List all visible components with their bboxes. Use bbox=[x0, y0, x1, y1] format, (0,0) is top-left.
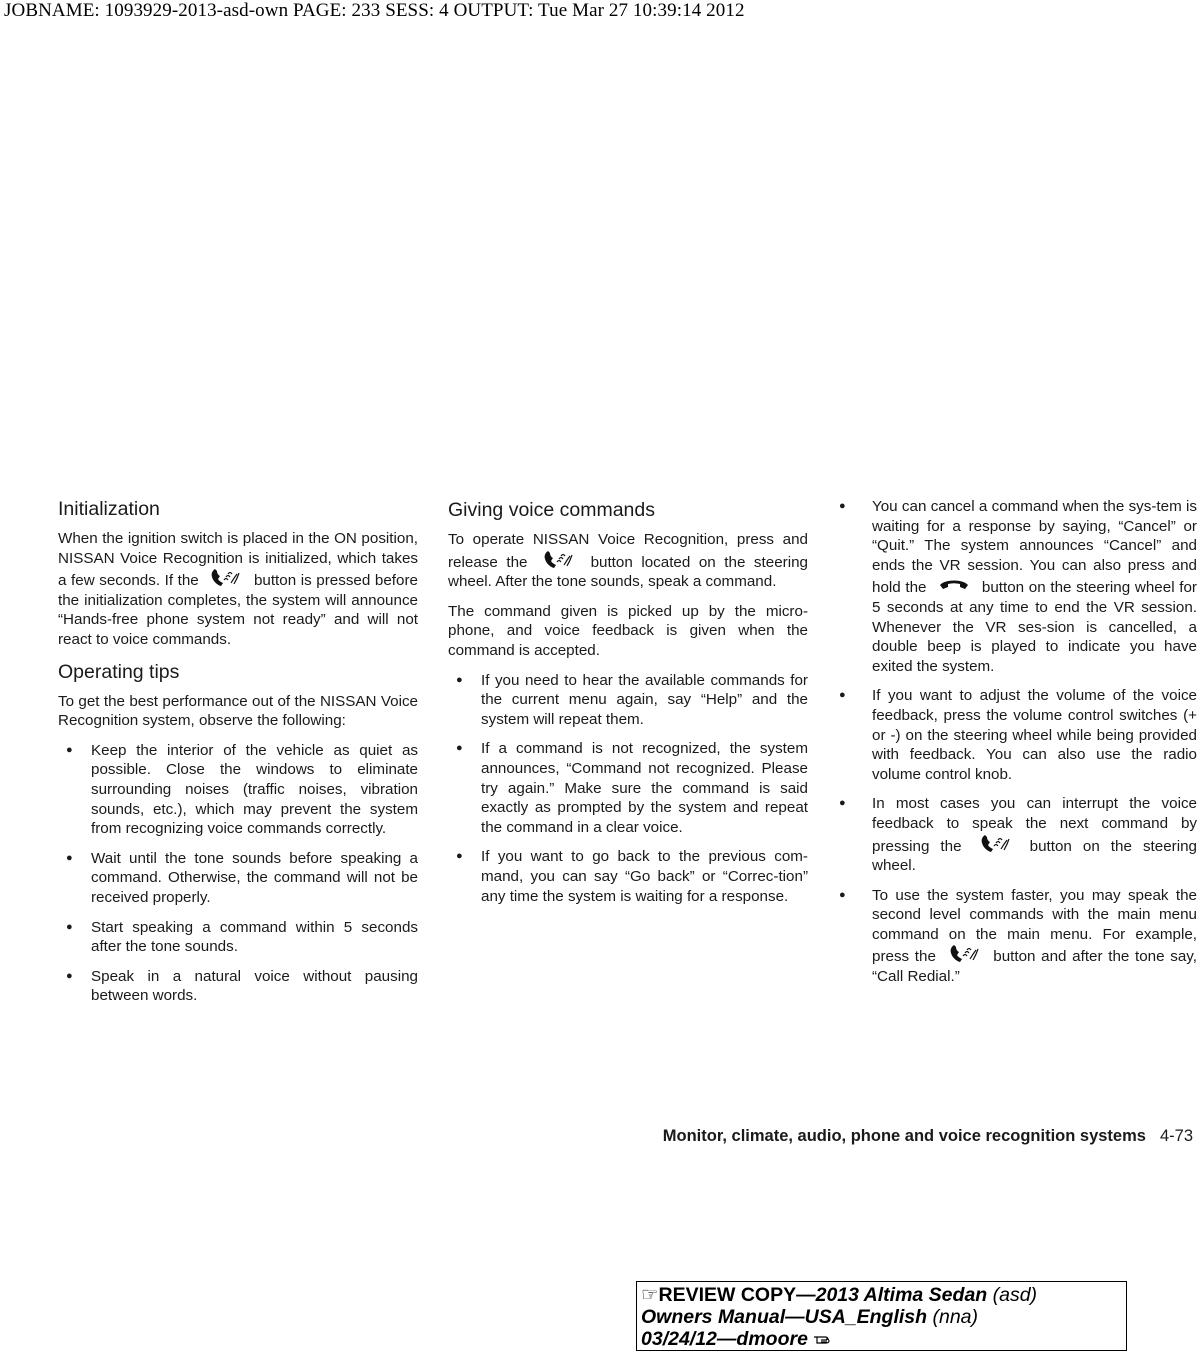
column-right bbox=[839, 497, 1197, 997]
column-left bbox=[58, 497, 418, 1016]
review-line-2 bbox=[641, 1306, 1126, 1328]
interrupt-text-b: button on the steering wheel. bbox=[872, 837, 1197, 875]
voice-talk-button-icon bbox=[979, 834, 1013, 854]
voice-commands-paragraph-2: The command given is picked up by the micro-phone, and voice feedback is given when the command is accepted. bbox=[448, 602, 808, 659]
list-item: ● Speak in a natural voice without pausing between words. bbox=[58, 967, 418, 1006]
operating-tips-heading: Operating tips bbox=[58, 660, 180, 683]
review-label: REVIEW COPY— bbox=[658, 1284, 816, 1306]
giving-voice-commands-heading: Giving voice commands bbox=[448, 499, 655, 521]
list-item bbox=[839, 794, 1197, 875]
review-date-author: 03/24/12—dmoore bbox=[641, 1328, 808, 1350]
voice-commands-list bbox=[448, 671, 808, 907]
list-item: ● If a command is not recognized, the system announces, “Command not recognized. Please try again.” Make sure the command is said exactly as prompted by the system and repeat the command in a clear voice. bbox=[448, 739, 808, 837]
review-model: 2013 Altima Sedan bbox=[815, 1284, 988, 1306]
voice-talk-button-icon bbox=[209, 568, 243, 588]
list-item: ● If you want to go back to the previous com-mand, you can say “Go back” or “Correc-tion” any time the system is waiting for a response. bbox=[448, 847, 808, 906]
voice-commands-paragraph-1 bbox=[448, 530, 808, 592]
list-item: ● If you need to hear the available commands for the current menu again, say “Help” and the system will repeat them. bbox=[448, 671, 808, 730]
page-number: 4-73 bbox=[1159, 1127, 1193, 1145]
cancel-text-a: You can cancel a command when the sys-tem is waiting for a response by saying, “Cancel” or “Quit.” The system announces “Cancel” and ends the VR session. You can also press and hold the bbox=[872, 498, 1197, 597]
operating-tips-list bbox=[58, 741, 418, 1006]
page-footer bbox=[663, 1127, 1193, 1146]
voice-commands-text-a: To operate NISSAN Voice Recognition, press and release the bbox=[448, 531, 808, 571]
review-model-code: (asd) bbox=[987, 1284, 1038, 1306]
pointing-hand-icon: ☞ bbox=[641, 1284, 659, 1306]
list-item bbox=[839, 886, 1197, 987]
faster-text-b: button and after the tone say, “Call Redial.” bbox=[872, 948, 1197, 986]
initialization-heading: Initialization bbox=[58, 498, 160, 520]
voice-commands-list-continued bbox=[839, 497, 1197, 987]
list-item: ● Start speaking a command within 5 seconds after the tone sounds. bbox=[58, 918, 418, 957]
interrupt-text-a: In most cases you can interrupt the voice feedback to speak the next command by pressing the bbox=[872, 795, 1197, 855]
operating-tips-intro: To get the best performance out of the NISSAN Voice Recognition system, observe the following: bbox=[58, 692, 418, 730]
review-manual-code: (nna) bbox=[927, 1306, 979, 1328]
cancel-text-b: button on the steering wheel for 5 seconds at any time to end the VR session. Whenever the VR ses-sion is cancelled, a double beep is played to indicate you have exited the system. bbox=[872, 579, 1197, 675]
faster-text-a: To use the system faster, you may speak the second level commands with the main menu command on the main menu. For example, press the bbox=[872, 886, 1197, 966]
list-item bbox=[839, 497, 1197, 676]
review-manual: Owners Manual—USA_English bbox=[641, 1306, 928, 1328]
review-line-1 bbox=[641, 1284, 1126, 1306]
initialization-text-a: When the ignition switch is placed in the ON position, NISSAN Voice Recognition is initialized, which takes a few seconds. If the bbox=[58, 530, 418, 590]
column-middle bbox=[448, 497, 808, 916]
initialization-text-b: button is pressed before the initialization completes, the system will announce “Hands-free phone system not ready” and will not react to voice commands. bbox=[58, 572, 418, 648]
list-item: ● Keep the interior of the vehicle as quiet as possible. Close the windows to eliminate surrounding noises (traffic noises, vibration sounds, etc.), which may prevent the system from recognizing voice commands correctly. bbox=[58, 741, 418, 839]
job-header-line: JOBNAME: 1093929-2013-asd-own PAGE: 233 SESS: 4 OUTPUT: Tue Mar 27 10:39:14 2012 bbox=[4, 0, 745, 21]
list-item: ● Wait until the tone sounds before speaking a command. Otherwise, the command will not be received properly. bbox=[58, 849, 418, 908]
phone-hangup-button-icon bbox=[937, 575, 971, 595]
review-copy-stamp bbox=[636, 1281, 1127, 1351]
initialization-paragraph bbox=[58, 529, 418, 650]
list-item: ● If you want to adjust the volume of the voice feedback, press the volume control switches (+ or -) on the steering wheel while being provided with feedback. You can also use the radio volume control knob. bbox=[839, 686, 1197, 784]
voice-commands-text-b: button located on the steering wheel. After the tone sounds, speak a command. bbox=[448, 553, 808, 591]
review-line-3 bbox=[641, 1328, 1126, 1350]
voice-talk-button-icon bbox=[542, 550, 576, 570]
section-title: Monitor, climate, audio, phone and voice recognition systems bbox=[662, 1127, 1146, 1145]
voice-talk-button-icon bbox=[948, 944, 982, 964]
pointing-hand-icon bbox=[813, 1331, 833, 1347]
